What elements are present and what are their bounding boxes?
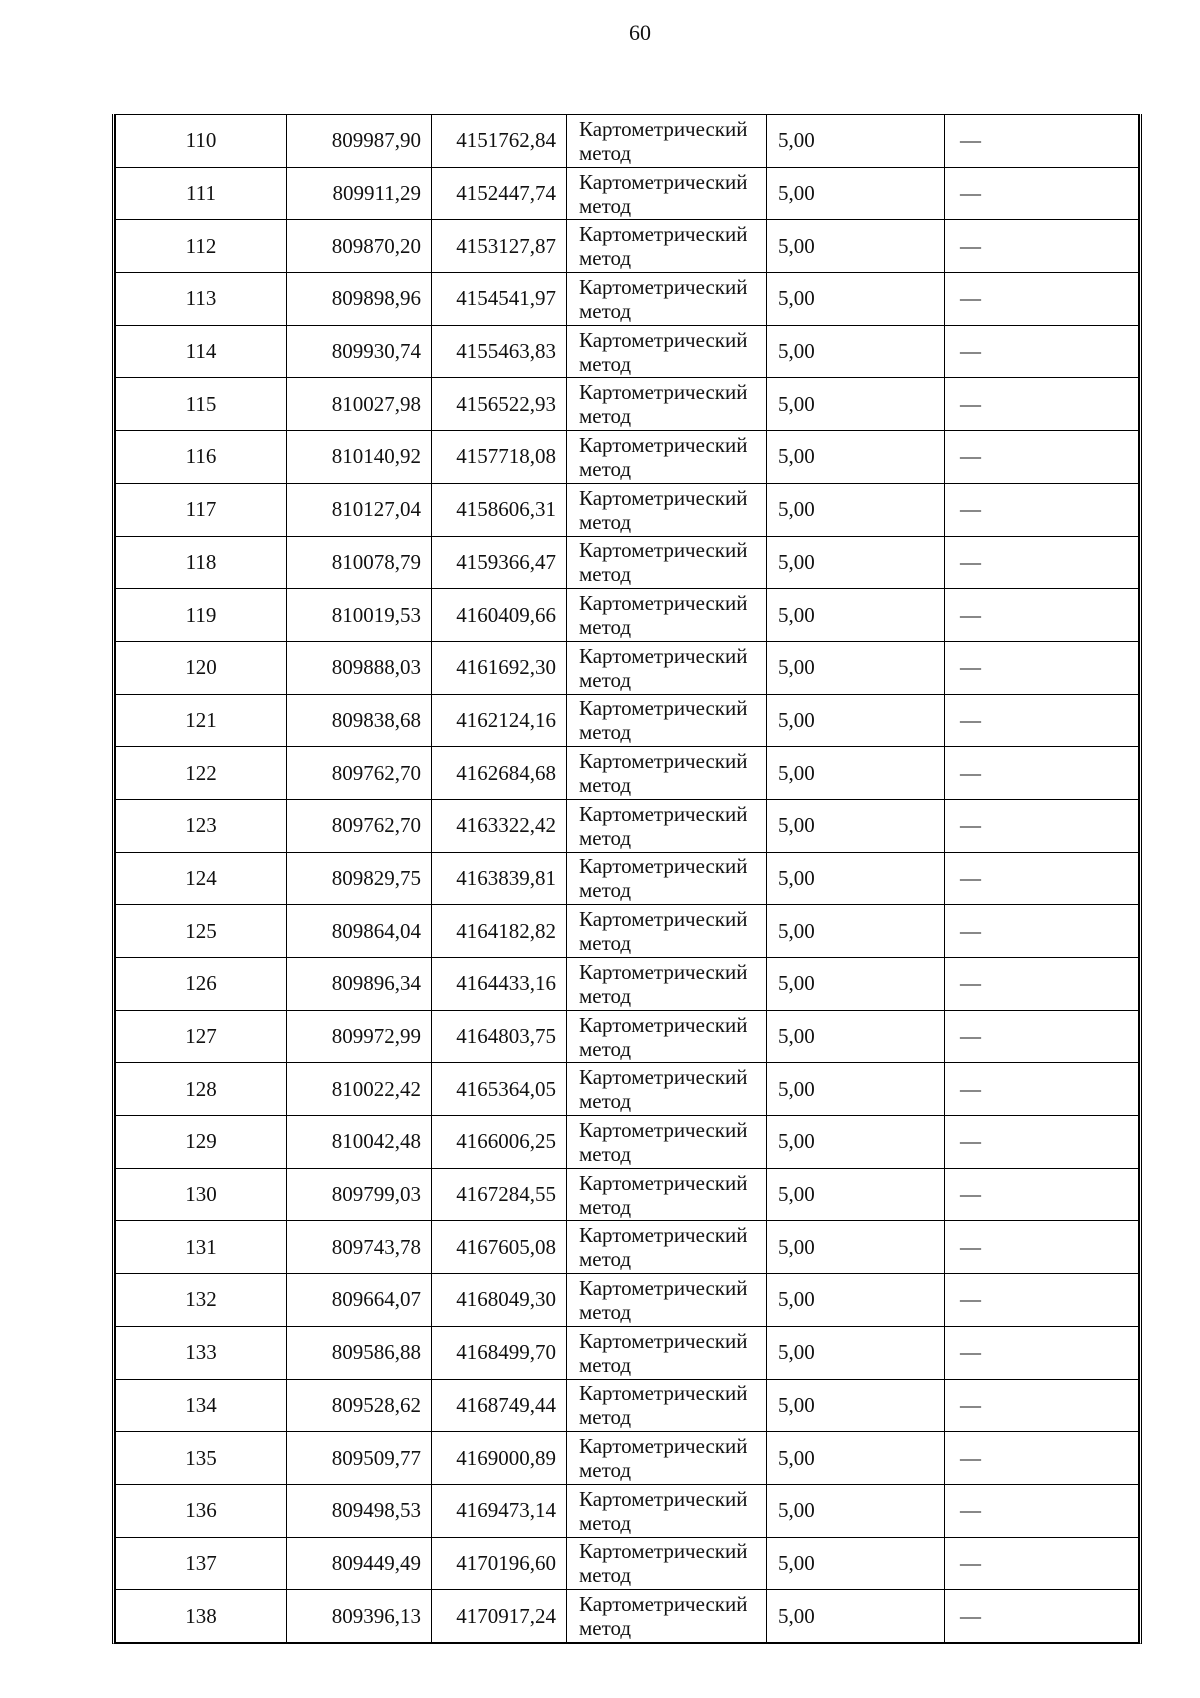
note-cell: — <box>945 167 1139 220</box>
point-number-cell: 131 <box>116 1221 287 1274</box>
point-number-cell: 119 <box>116 589 287 642</box>
method-line: метод <box>579 351 632 376</box>
note-cell: — <box>945 958 1139 1011</box>
method-line: Картометрический <box>579 1539 748 1564</box>
method-line: метод <box>579 1616 632 1641</box>
y-coordinate-cell: 4152447,74 <box>432 167 567 220</box>
x-coordinate-cell: 809799,03 <box>287 1168 432 1221</box>
method-line: метод <box>579 456 632 481</box>
table-row <box>116 747 1139 800</box>
note-cell: — <box>945 1326 1139 1379</box>
method-cell <box>567 1116 767 1169</box>
method-cell <box>567 641 767 694</box>
point-number-cell: 133 <box>116 1326 287 1379</box>
point-number-cell: 136 <box>116 1484 287 1537</box>
method-line: метод <box>579 1405 632 1430</box>
y-coordinate-cell: 4155463,83 <box>432 325 567 378</box>
method-cell <box>567 1063 767 1116</box>
method-cell <box>567 1379 767 1432</box>
note-cell: — <box>945 799 1139 852</box>
y-coordinate-cell: 4169000,89 <box>432 1432 567 1485</box>
note-cell: — <box>945 1116 1139 1169</box>
note-cell: — <box>945 1484 1139 1537</box>
table-row <box>116 694 1139 747</box>
method-line: Картометрический <box>579 1434 748 1459</box>
point-number-cell: 134 <box>116 1379 287 1432</box>
y-coordinate-cell: 4170917,24 <box>432 1590 567 1643</box>
method-line: метод <box>579 931 632 956</box>
method-line: Картометрический <box>579 222 748 247</box>
table-row <box>116 167 1139 220</box>
y-coordinate-cell: 4168499,70 <box>432 1326 567 1379</box>
table-row <box>116 905 1139 958</box>
accuracy-cell: 5,00 <box>767 1221 945 1274</box>
method-line: Картометрический <box>579 591 748 616</box>
y-coordinate-cell: 4164182,82 <box>432 905 567 958</box>
table-row <box>116 325 1139 378</box>
method-line: Картометрический <box>579 1381 748 1406</box>
method-line: Картометрический <box>579 907 748 932</box>
y-coordinate-cell: 4151762,84 <box>432 115 567 168</box>
point-number-cell: 135 <box>116 1432 287 1485</box>
accuracy-cell: 5,00 <box>767 1326 945 1379</box>
table-row <box>116 1432 1139 1485</box>
y-coordinate-cell: 4167284,55 <box>432 1168 567 1221</box>
x-coordinate-cell: 809762,70 <box>287 747 432 800</box>
method-line: Картометрический <box>579 327 748 352</box>
method-line: Картометрический <box>579 432 748 457</box>
x-coordinate-cell: 809838,68 <box>287 694 432 747</box>
point-number-cell: 137 <box>116 1537 287 1590</box>
method-line: Картометрический <box>579 1486 748 1511</box>
method-cell <box>567 1221 767 1274</box>
method-line: метод <box>579 140 632 165</box>
y-coordinate-cell: 4166006,25 <box>432 1116 567 1169</box>
y-coordinate-cell: 4158606,31 <box>432 483 567 536</box>
method-line: метод <box>579 1510 632 1535</box>
accuracy-cell: 5,00 <box>767 1274 945 1327</box>
method-cell <box>567 325 767 378</box>
note-cell: — <box>945 483 1139 536</box>
table-row <box>116 536 1139 589</box>
method-line: метод <box>579 1299 632 1324</box>
table-row <box>116 483 1139 536</box>
point-number-cell: 120 <box>116 641 287 694</box>
note-cell: — <box>945 273 1139 326</box>
method-cell <box>567 1326 767 1379</box>
x-coordinate-cell: 809911,29 <box>287 167 432 220</box>
method-cell <box>567 799 767 852</box>
method-cell <box>567 1537 767 1590</box>
y-coordinate-cell: 4164803,75 <box>432 1010 567 1063</box>
method-cell <box>567 852 767 905</box>
method-line: Картометрический <box>579 1223 748 1248</box>
x-coordinate-cell: 809898,96 <box>287 273 432 326</box>
x-coordinate-cell: 809528,62 <box>287 1379 432 1432</box>
x-coordinate-cell: 810022,42 <box>287 1063 432 1116</box>
accuracy-cell: 5,00 <box>767 1379 945 1432</box>
note-cell: — <box>945 1379 1139 1432</box>
x-coordinate-cell: 809930,74 <box>287 325 432 378</box>
method-line: метод <box>579 825 632 850</box>
x-coordinate-cell: 809972,99 <box>287 1010 432 1063</box>
accuracy-cell: 5,00 <box>767 694 945 747</box>
method-line: метод <box>579 1141 632 1166</box>
method-line: Картометрический <box>579 696 748 721</box>
table-row <box>116 1116 1139 1169</box>
method-line: Картометрический <box>579 959 748 984</box>
accuracy-cell: 5,00 <box>767 378 945 431</box>
method-line: метод <box>579 404 632 429</box>
method-line: Картометрический <box>579 1065 748 1090</box>
note-cell: — <box>945 1274 1139 1327</box>
x-coordinate-cell: 809396,13 <box>287 1590 432 1643</box>
y-coordinate-cell: 4168049,30 <box>432 1274 567 1327</box>
method-cell <box>567 536 767 589</box>
note-cell: — <box>945 641 1139 694</box>
method-cell <box>567 958 767 1011</box>
x-coordinate-cell: 810042,48 <box>287 1116 432 1169</box>
table-row <box>116 641 1139 694</box>
method-line: метод <box>579 720 632 745</box>
table-row <box>116 1010 1139 1063</box>
table-row <box>116 958 1139 1011</box>
accuracy-cell: 5,00 <box>767 1168 945 1221</box>
table-row <box>116 1590 1139 1643</box>
table-row <box>116 1537 1139 1590</box>
method-cell <box>567 378 767 431</box>
method-line: Картометрический <box>579 854 748 879</box>
point-number-cell: 129 <box>116 1116 287 1169</box>
point-number-cell: 124 <box>116 852 287 905</box>
accuracy-cell: 5,00 <box>767 115 945 168</box>
x-coordinate-cell: 809498,53 <box>287 1484 432 1537</box>
method-line: метод <box>579 298 632 323</box>
point-number-cell: 128 <box>116 1063 287 1116</box>
y-coordinate-cell: 4159366,47 <box>432 536 567 589</box>
method-line: метод <box>579 1352 632 1377</box>
x-coordinate-cell: 809743,78 <box>287 1221 432 1274</box>
table-row <box>116 1379 1139 1432</box>
x-coordinate-cell: 809586,88 <box>287 1326 432 1379</box>
y-coordinate-cell: 4162124,16 <box>432 694 567 747</box>
method-cell <box>567 431 767 484</box>
accuracy-cell: 5,00 <box>767 799 945 852</box>
accuracy-cell: 5,00 <box>767 1484 945 1537</box>
x-coordinate-cell: 809864,04 <box>287 905 432 958</box>
note-cell: — <box>945 220 1139 273</box>
method-line: метод <box>579 1089 632 1114</box>
method-line: метод <box>579 246 632 271</box>
accuracy-cell: 5,00 <box>767 167 945 220</box>
accuracy-cell: 5,00 <box>767 641 945 694</box>
page-number: 60 <box>629 20 651 45</box>
x-coordinate-cell: 809449,49 <box>287 1537 432 1590</box>
table-row <box>116 589 1139 642</box>
accuracy-cell: 5,00 <box>767 1063 945 1116</box>
note-cell: — <box>945 694 1139 747</box>
method-line: метод <box>579 983 632 1008</box>
y-coordinate-cell: 4160409,66 <box>432 589 567 642</box>
method-line: Картометрический <box>579 1117 748 1142</box>
method-line: метод <box>579 1194 632 1219</box>
y-coordinate-cell: 4157718,08 <box>432 431 567 484</box>
accuracy-cell: 5,00 <box>767 273 945 326</box>
accuracy-cell: 5,00 <box>767 220 945 273</box>
method-line: Картометрический <box>579 749 748 774</box>
y-coordinate-cell: 4162684,68 <box>432 747 567 800</box>
y-coordinate-cell: 4154541,97 <box>432 273 567 326</box>
method-cell <box>567 1484 767 1537</box>
method-line: метод <box>579 1458 632 1483</box>
point-number-cell: 130 <box>116 1168 287 1221</box>
method-cell <box>567 1168 767 1221</box>
accuracy-cell: 5,00 <box>767 852 945 905</box>
accuracy-cell: 5,00 <box>767 589 945 642</box>
point-number-cell: 114 <box>116 325 287 378</box>
point-number-cell: 115 <box>116 378 287 431</box>
point-number-cell: 126 <box>116 958 287 1011</box>
method-cell <box>567 694 767 747</box>
y-coordinate-cell: 4153127,87 <box>432 220 567 273</box>
method-line: Картометрический <box>579 538 748 563</box>
table-row <box>116 799 1139 852</box>
method-cell <box>567 589 767 642</box>
method-cell <box>567 747 767 800</box>
point-number-cell: 138 <box>116 1590 287 1643</box>
note-cell: — <box>945 536 1139 589</box>
y-coordinate-cell: 4156522,93 <box>432 378 567 431</box>
table-row <box>116 1168 1139 1221</box>
method-line: метод <box>579 615 632 640</box>
x-coordinate-cell: 809896,34 <box>287 958 432 1011</box>
y-coordinate-cell: 4161692,30 <box>432 641 567 694</box>
method-line: Картометрический <box>579 1275 748 1300</box>
method-line: Картометрический <box>579 801 748 826</box>
note-cell: — <box>945 1537 1139 1590</box>
x-coordinate-cell: 809987,90 <box>287 115 432 168</box>
x-coordinate-cell: 810019,53 <box>287 589 432 642</box>
x-coordinate-cell: 810027,98 <box>287 378 432 431</box>
accuracy-cell: 5,00 <box>767 905 945 958</box>
accuracy-cell: 5,00 <box>767 958 945 1011</box>
y-coordinate-cell: 4170196,60 <box>432 1537 567 1590</box>
y-coordinate-cell: 4168749,44 <box>432 1379 567 1432</box>
point-number-cell: 121 <box>116 694 287 747</box>
point-number-cell: 127 <box>116 1010 287 1063</box>
note-cell: — <box>945 852 1139 905</box>
x-coordinate-cell: 810078,79 <box>287 536 432 589</box>
note-cell: — <box>945 1168 1139 1221</box>
point-number-cell: 112 <box>116 220 287 273</box>
x-coordinate-cell: 809888,03 <box>287 641 432 694</box>
accuracy-cell: 5,00 <box>767 747 945 800</box>
table-row <box>116 273 1139 326</box>
accuracy-cell: 5,00 <box>767 1116 945 1169</box>
table-row <box>116 431 1139 484</box>
note-cell: — <box>945 115 1139 168</box>
method-line: метод <box>579 509 632 534</box>
note-cell: — <box>945 378 1139 431</box>
point-number-cell: 113 <box>116 273 287 326</box>
table-row <box>116 1484 1139 1537</box>
method-cell <box>567 115 767 168</box>
note-cell: — <box>945 1010 1139 1063</box>
method-line: Картометрический <box>579 1592 748 1617</box>
method-line: Картометрический <box>579 274 748 299</box>
note-cell: — <box>945 325 1139 378</box>
method-line: метод <box>579 773 632 798</box>
method-cell <box>567 220 767 273</box>
method-line: метод <box>579 1563 632 1588</box>
point-number-cell: 132 <box>116 1274 287 1327</box>
note-cell: — <box>945 1063 1139 1116</box>
method-cell <box>567 1010 767 1063</box>
table-row <box>116 115 1139 168</box>
y-coordinate-cell: 4165364,05 <box>432 1063 567 1116</box>
point-number-cell: 111 <box>116 167 287 220</box>
point-number-cell: 125 <box>116 905 287 958</box>
method-line: метод <box>579 562 632 587</box>
y-coordinate-cell: 4167605,08 <box>432 1221 567 1274</box>
note-cell: — <box>945 1432 1139 1485</box>
point-number-cell: 118 <box>116 536 287 589</box>
x-coordinate-cell: 809664,07 <box>287 1274 432 1327</box>
x-coordinate-cell: 809870,20 <box>287 220 432 273</box>
method-cell <box>567 905 767 958</box>
method-line: метод <box>579 1247 632 1272</box>
method-cell <box>567 1590 767 1643</box>
y-coordinate-cell: 4164433,16 <box>432 958 567 1011</box>
table-body <box>116 115 1139 1643</box>
accuracy-cell: 5,00 <box>767 1010 945 1063</box>
method-line: метод <box>579 193 632 218</box>
table-row <box>116 1063 1139 1116</box>
point-number-cell: 110 <box>116 115 287 168</box>
note-cell: — <box>945 1221 1139 1274</box>
table-row <box>116 1274 1139 1327</box>
method-line: Картометрический <box>579 643 748 668</box>
table-row <box>116 852 1139 905</box>
x-coordinate-cell: 809509,77 <box>287 1432 432 1485</box>
x-coordinate-cell: 809762,70 <box>287 799 432 852</box>
note-cell: — <box>945 747 1139 800</box>
table-row <box>116 220 1139 273</box>
accuracy-cell: 5,00 <box>767 483 945 536</box>
note-cell: — <box>945 905 1139 958</box>
method-cell <box>567 273 767 326</box>
accuracy-cell: 5,00 <box>767 1432 945 1485</box>
coordinates-table <box>112 114 1142 1644</box>
table-row <box>116 378 1139 431</box>
x-coordinate-cell: 810127,04 <box>287 483 432 536</box>
method-line: Картометрический <box>579 1328 748 1353</box>
point-number-cell: 123 <box>116 799 287 852</box>
table-row <box>116 1326 1139 1379</box>
method-line: Картометрический <box>579 169 748 194</box>
method-cell <box>567 1274 767 1327</box>
method-line: Картометрический <box>579 1012 748 1037</box>
accuracy-cell: 5,00 <box>767 431 945 484</box>
accuracy-cell: 5,00 <box>767 325 945 378</box>
point-number-cell: 122 <box>116 747 287 800</box>
accuracy-cell: 5,00 <box>767 1537 945 1590</box>
point-number-cell: 116 <box>116 431 287 484</box>
accuracy-cell: 5,00 <box>767 1590 945 1643</box>
method-cell <box>567 167 767 220</box>
y-coordinate-cell: 4163839,81 <box>432 852 567 905</box>
method-cell <box>567 483 767 536</box>
x-coordinate-cell: 810140,92 <box>287 431 432 484</box>
method-cell <box>567 1432 767 1485</box>
method-line: Картометрический <box>579 485 748 510</box>
note-cell: — <box>945 431 1139 484</box>
accuracy-cell: 5,00 <box>767 536 945 589</box>
note-cell: — <box>945 1590 1139 1643</box>
y-coordinate-cell: 4169473,14 <box>432 1484 567 1537</box>
x-coordinate-cell: 809829,75 <box>287 852 432 905</box>
note-cell: — <box>945 589 1139 642</box>
method-line: Картометрический <box>579 380 748 405</box>
method-line: метод <box>579 1036 632 1061</box>
method-line: Картометрический <box>579 1170 748 1195</box>
method-line: Картометрический <box>579 116 748 141</box>
table-row <box>116 1221 1139 1274</box>
method-line: метод <box>579 878 632 903</box>
point-number-cell: 117 <box>116 483 287 536</box>
method-line: метод <box>579 667 632 692</box>
y-coordinate-cell: 4163322,42 <box>432 799 567 852</box>
